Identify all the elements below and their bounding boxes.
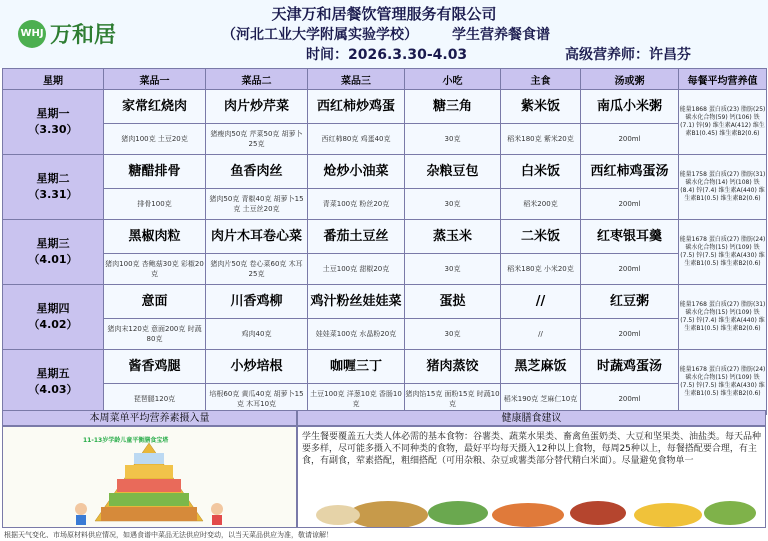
ingredient-text: 琵琶腿120克 xyxy=(104,384,206,415)
ingredient-text: 稻米200克 xyxy=(501,189,581,220)
dish-name: 杂粮豆包 xyxy=(405,155,501,189)
dish-name: 家常红烧肉 xyxy=(104,90,206,124)
ingredient-text: 稻米180克 小米20克 xyxy=(501,254,581,285)
ingredient-text: 娃娃菜100克 水晶粉20克 xyxy=(308,319,405,350)
ingredient-text: 200ml xyxy=(581,189,679,220)
pyramid-title: 11-13岁学龄儿童平衡膳食宝塔 xyxy=(83,437,169,444)
ingredient-text: 30克 xyxy=(405,254,501,285)
ingredient-text: 排骨100克 xyxy=(104,189,206,220)
nutrition-value: 能量1758 蛋白质(27) 脂肪(31) 碳水化合物(14) 钙(108) 铁(8.4) 锌(7.4) 维生素A(440) 维生素B1(0.5) 维生素B2(0.6) xyxy=(679,155,767,220)
ingredient-row xyxy=(3,254,767,285)
dish-row xyxy=(3,350,767,384)
diet-advice-text: 学生餐要覆盖五大类人体必需的基本食物：谷薯类、蔬菜水果类、畜禽鱼蛋奶类、大豆和坚果类、油盐类。每天品种要多样，尽可能多摄入不同种类的食物，最好平均每天摄入12种以上食物，每周25种以上，每餐搭配要合理，有主食，有副食，荤素搭配，粗细搭配（可用杂粮、杂豆或薯类部分替代精白米面）。尽量避免食物单一 xyxy=(302,432,762,466)
dish-name: 咖喱三丁 xyxy=(308,350,405,384)
nutrition-value: 能量1868 蛋白质(23) 脂肪(25) 碳水化合物(59) 钙(106) 铁(7.1) 锌(9) 维生素A(412) 维生素B1(0.45) 维生素B2(0.6) xyxy=(679,90,767,155)
column-header: 星期 xyxy=(3,69,104,90)
ingredient-text: 西红柿80克 鸡蛋40克 xyxy=(308,124,405,155)
day-cell xyxy=(3,350,104,415)
ingredient-text: 稻米190克 芝麻仁10克 xyxy=(501,384,581,415)
column-header: 小吃 xyxy=(405,69,501,90)
day-date: （3.31） xyxy=(28,188,78,201)
dish-name: 西红柿炒鸡蛋 xyxy=(308,90,405,124)
header-row xyxy=(3,69,767,90)
ingredient-text: 200ml xyxy=(581,124,679,155)
dish-name: 意面 xyxy=(104,285,206,319)
dish-name: 炝炒小油菜 xyxy=(308,155,405,189)
dish-name: 黑芝麻饭 xyxy=(501,350,581,384)
dish-name: 鱼香肉丝 xyxy=(206,155,308,189)
ingredient-text: 培根60克 黄瓜40克 胡萝卜15克 木耳10克 xyxy=(206,384,308,415)
ingredient-row xyxy=(3,124,767,155)
dish-name: 西红柿鸡蛋汤 xyxy=(581,155,679,189)
day-name: 星期四 xyxy=(36,302,70,315)
ingredient-text: 稻米180克 紫米20克 xyxy=(501,124,581,155)
food-photo xyxy=(298,427,765,527)
nutrition-value: 能量1678 蛋白质(27) 脂肪(24) 碳水化合物(15) 钙(109) 铁(7.5) 锌(7.5) 维生素A(430) 维生素B1(0.5) 维生素B2(0.6) xyxy=(679,350,767,415)
day-name: 星期五 xyxy=(36,367,70,380)
ingredient-text: 200ml xyxy=(581,384,679,415)
ingredient-text: 鸡肉40克 xyxy=(206,319,308,350)
ingredient-text: 30克 xyxy=(405,319,501,350)
ingredient-text: 猪肉馅15克 面粉15克 时蔬10克 xyxy=(405,384,501,415)
day-cell xyxy=(3,220,104,285)
ingredient-text: 猪瘦肉50克 芹菜50克 胡萝卜25克 xyxy=(206,124,308,155)
ingredient-text: 土豆100克 洋葱10克 香肠10克 xyxy=(308,384,405,415)
dish-name: 糖三角 xyxy=(405,90,501,124)
day-name: 星期一 xyxy=(36,107,70,120)
column-header: 菜品三 xyxy=(308,69,405,90)
logo-mark: WHJ xyxy=(18,20,46,48)
ingredient-text: 猪肉100克 杏鲍菇30克 彩椒20克 xyxy=(104,254,206,285)
column-header: 每餐平均营养值 xyxy=(679,69,767,90)
dish-name: 川香鸡柳 xyxy=(206,285,308,319)
school-name: （河北工业大学附属实验学校） xyxy=(222,27,418,43)
ingredient-text: 猪肉100克 土豆20克 xyxy=(104,124,206,155)
column-header: 菜品二 xyxy=(206,69,308,90)
day-name: 星期三 xyxy=(36,237,70,250)
ingredient-row xyxy=(3,319,767,350)
dish-name: 南瓜小米粥 xyxy=(581,90,679,124)
dish-name: 番茄土豆丝 xyxy=(308,220,405,254)
ingredient-text: 200ml xyxy=(581,254,679,285)
dish-name: 黑椒肉粒 xyxy=(104,220,206,254)
food-pyramid-panel xyxy=(2,426,297,528)
day-date: （4.03） xyxy=(28,383,78,396)
dish-name: 时蔬鸡蛋汤 xyxy=(581,350,679,384)
dish-row xyxy=(3,90,767,124)
ingredient-text: // xyxy=(501,319,581,350)
dish-name: 二米饭 xyxy=(501,220,581,254)
menu-table xyxy=(2,68,767,415)
dish-row xyxy=(3,285,767,319)
day-date: （4.02） xyxy=(28,318,78,331)
dish-name: 糖醋排骨 xyxy=(104,155,206,189)
day-cell xyxy=(3,155,104,220)
dish-name: 蛋挞 xyxy=(405,285,501,319)
day-cell xyxy=(3,90,104,155)
dish-name: 肉片炒芹菜 xyxy=(206,90,308,124)
nutrient-intake-title: 本周菜单平均营养素摄入量 xyxy=(2,410,297,426)
day-date: （4.01） xyxy=(28,253,78,266)
ingredient-text: 猪肉50克 青椒40克 胡萝卜15克 土豆丝20克 xyxy=(206,189,308,220)
day-cell xyxy=(3,285,104,350)
nutrition-value: 能量1768 蛋白质(27) 脂肪(31) 碳水化合物(15) 钙(109) 铁(7.5) 锌(7.4) 维生素A(440) 维生素B1(0.5) 维生素B2(0.6) xyxy=(679,285,767,350)
diet-advice-panel xyxy=(297,426,766,528)
dish-name: 肉片木耳卷心菜 xyxy=(206,220,308,254)
day-date: （3.30） xyxy=(28,123,78,136)
dish-name: 蒸玉米 xyxy=(405,220,501,254)
dish-name: 猪肉蒸饺 xyxy=(405,350,501,384)
dish-name: 紫米饭 xyxy=(501,90,581,124)
dish-name: 红豆粥 xyxy=(581,285,679,319)
date-range: 时间：2026.3.30-4.03 xyxy=(306,47,468,63)
dish-row xyxy=(3,155,767,189)
dish-name: 鸡汁粉丝娃娃菜 xyxy=(308,285,405,319)
dish-name: 酱香鸡腿 xyxy=(104,350,206,384)
dish-name: 小炒培根 xyxy=(206,350,308,384)
dish-row xyxy=(3,220,767,254)
column-header: 主食 xyxy=(501,69,581,90)
logo-text: 万和居 xyxy=(50,22,117,48)
dish-name: // xyxy=(501,285,581,319)
ingredient-text: 土豆100克 甜椒20克 xyxy=(308,254,405,285)
dish-name: 白米饭 xyxy=(501,155,581,189)
nutritionist: 高级营养师：许昌芬 xyxy=(565,47,691,63)
ingredient-text: 猪肉末120克 意面200克 时蔬80克 xyxy=(104,319,206,350)
ingredient-text: 猪肉片50克 卷心菜60克 木耳25克 xyxy=(206,254,308,285)
footer-note: 根据天气变化、市场原材料供应情况，如遇食谱中菜品无法供应时变动，以当天菜品供应为准，敬请谅解！ xyxy=(4,531,333,539)
ingredient-text: 30克 xyxy=(405,189,501,220)
page-header xyxy=(0,0,768,68)
menu-subtitle: 学生营养餐食谱 xyxy=(452,27,550,43)
day-name: 星期二 xyxy=(36,172,70,185)
ingredient-row xyxy=(3,189,767,220)
company-name: 天津万和居餐饮管理服务有限公司 xyxy=(271,5,497,23)
ingredient-text: 200ml xyxy=(581,319,679,350)
ingredient-text: 30克 xyxy=(405,124,501,155)
column-header: 菜品一 xyxy=(104,69,206,90)
column-header: 汤或粥 xyxy=(581,69,679,90)
menu-body xyxy=(3,90,767,415)
dish-name: 红枣银耳羹 xyxy=(581,220,679,254)
nutrition-value: 能量1678 蛋白质(27) 脂肪(24) 碳水化合物(15) 钙(109) 铁(7.5) 锌(7.5) 维生素A(430) 维生素B1(0.5) 维生素B2(0.6) xyxy=(679,220,767,285)
diet-advice-title: 健康膳食建议 xyxy=(297,410,766,426)
ingredient-text: 青菜100克 粉丝20克 xyxy=(308,189,405,220)
